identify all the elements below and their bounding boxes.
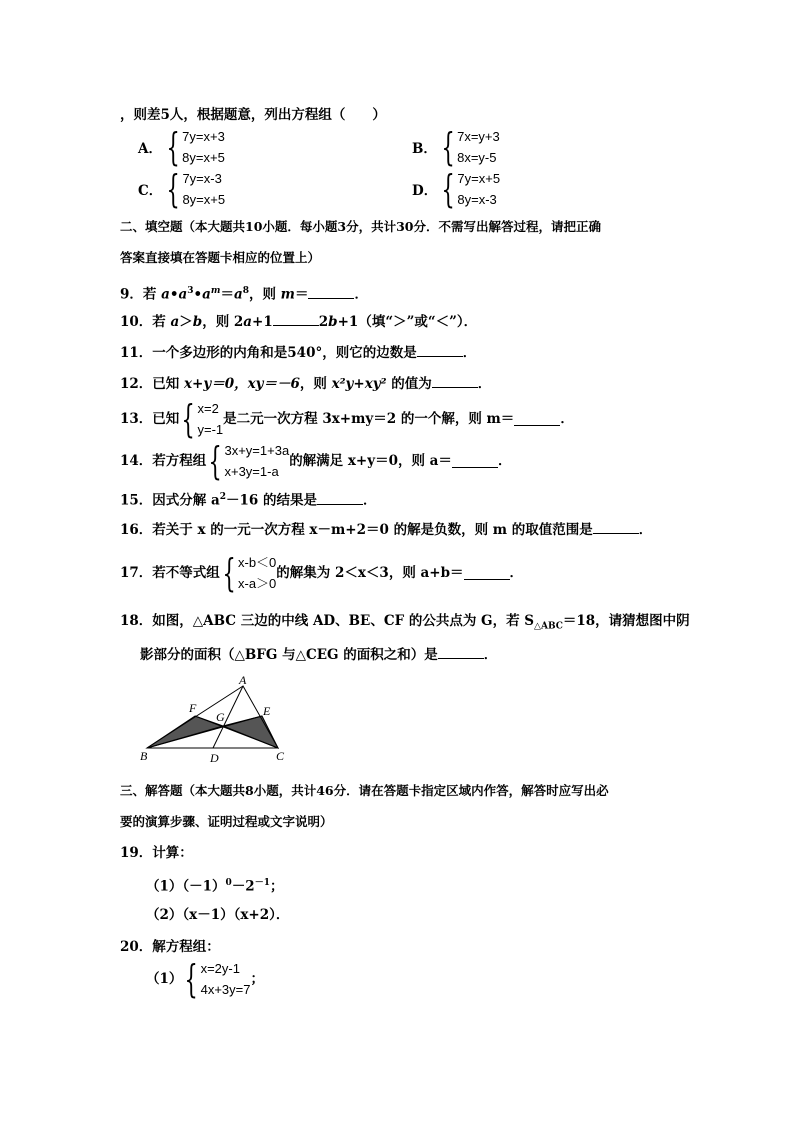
answer-blank[interactable] xyxy=(593,521,639,534)
question-19: 19．计算： xyxy=(120,845,193,861)
label-b: B xyxy=(140,749,148,763)
equation-system: { 3x+y=1+3a x+3y=1-a xyxy=(208,439,290,483)
question-20: 20．解方程组： xyxy=(120,939,220,955)
question-19-part2: （2）（x－1）（x+2）． xyxy=(146,907,290,923)
answer-blank[interactable] xyxy=(417,344,463,357)
choice-a[interactable]: A． { 7y=x+3 8y=x+5 xyxy=(138,125,225,169)
triangle-figure xyxy=(140,676,300,768)
choice-b[interactable]: B． { 7x=y+3 8x=y-5 xyxy=(412,125,500,169)
question-16: 16．若关于 x 的一元一次方程 x－m+2＝0 的解是负数，则 m 的取值范围是 ． xyxy=(120,522,653,538)
equation-system: { 7x=y+3 8x=y-5 xyxy=(441,125,500,169)
question-18-cont: 影部分的面积（△BFG 与△CEG 的面积之和）是 ． xyxy=(140,647,498,663)
choice-d[interactable]: D． { 7y=x+5 8y=x-3 xyxy=(412,167,501,211)
question-20-part1: （1） { x=2y-1 4x+3y=7 ； xyxy=(146,957,264,1001)
question-11: 11．一个多边形的内角和是540°，则它的边数是 ． xyxy=(120,345,477,361)
answer-blank[interactable] xyxy=(432,375,478,388)
section3-header-cont: 要的演算步骤、证明过程或文字说明） xyxy=(120,814,333,829)
question-12: 12．已知 x+y＝0，xy＝－6，则 x²y+xy² 的值为 ． xyxy=(120,376,492,392)
section2-header-cont: 答案直接填在答题卡相应的位置上） xyxy=(120,250,321,265)
equation-system: { 7y=x+3 8y=x+5 xyxy=(166,125,225,169)
equation-system: { 7y=x-3 8y=x+5 xyxy=(166,167,226,211)
equation-system: { x=2y-1 4x+3y=7 xyxy=(184,957,251,1001)
answer-blank[interactable] xyxy=(273,313,319,326)
q8-tail: ，则差5人，根据题意，列出方程组（ ） xyxy=(120,107,386,123)
label-f: F xyxy=(189,701,197,715)
label-g: G xyxy=(216,710,225,724)
equation-system: { x=2 y=-1 xyxy=(181,397,224,441)
answer-blank[interactable] xyxy=(464,567,510,580)
question-17: 17．若不等式组 { x-b＜0 x-a＞0 的解集为 2＜x＜3，则 a+b＝ ． xyxy=(120,551,524,595)
question-10: 10．若 a＞b，则 2a+1 2b+1（填“＞”或“＜”）． xyxy=(120,314,478,330)
question-15: 15．因式分解 $a^2-16$ 的结果是 ． xyxy=(120,492,377,509)
answer-blank[interactable] xyxy=(317,492,363,505)
answer-blank[interactable] xyxy=(514,413,560,426)
label-d: D xyxy=(210,751,219,765)
shaded-region-ceg xyxy=(223,716,278,748)
equation-system: { x-b＜0 x-a＞0 xyxy=(222,551,277,595)
answer-blank[interactable] xyxy=(438,646,484,659)
label-e: E xyxy=(263,704,271,718)
answer-blank[interactable] xyxy=(308,286,354,299)
question-14: 14．若方程组 { 3x+y=1+3a x+3y=1-a 的解满足 x+y＝0，则 a＝ ． xyxy=(120,439,512,483)
question-19-part1: $(1)(-1)^0-2^{-1}$； xyxy=(146,878,284,895)
question-13: 13．已知 { x=2 y=-1 是二元一次方程 3x+my＝2 的一个解，则 m＝ ． xyxy=(120,397,574,441)
equation-system: { 7y=x+5 8y=x-3 xyxy=(441,167,501,211)
answer-blank[interactable] xyxy=(452,455,498,468)
question-18: 18．如图，△ABC 三边的中线 AD、BE、CF 的公共点为 G，若 $S_{\triangle ABC}=18$，请猜想图中阴 xyxy=(120,613,690,632)
choice-c[interactable]: C． { 7y=x-3 8y=x+5 xyxy=(138,167,226,211)
label-c: C xyxy=(276,749,285,763)
label-a: A xyxy=(239,676,247,687)
question-9: 9．若 $a•a^3•a^m=a^8$，则 m＝ ． xyxy=(120,286,368,303)
section2-header: 二、填空题（本大题共10小题．每小题3分，共计30分．不需写出解答过程，请把正确 xyxy=(120,219,601,234)
shaded-region-bfg xyxy=(147,716,223,748)
section3-header: 三、解答题（本大题共8小题，共计46分．请在答题卡指定区域内作答，解答时应写出必 xyxy=(120,783,609,798)
